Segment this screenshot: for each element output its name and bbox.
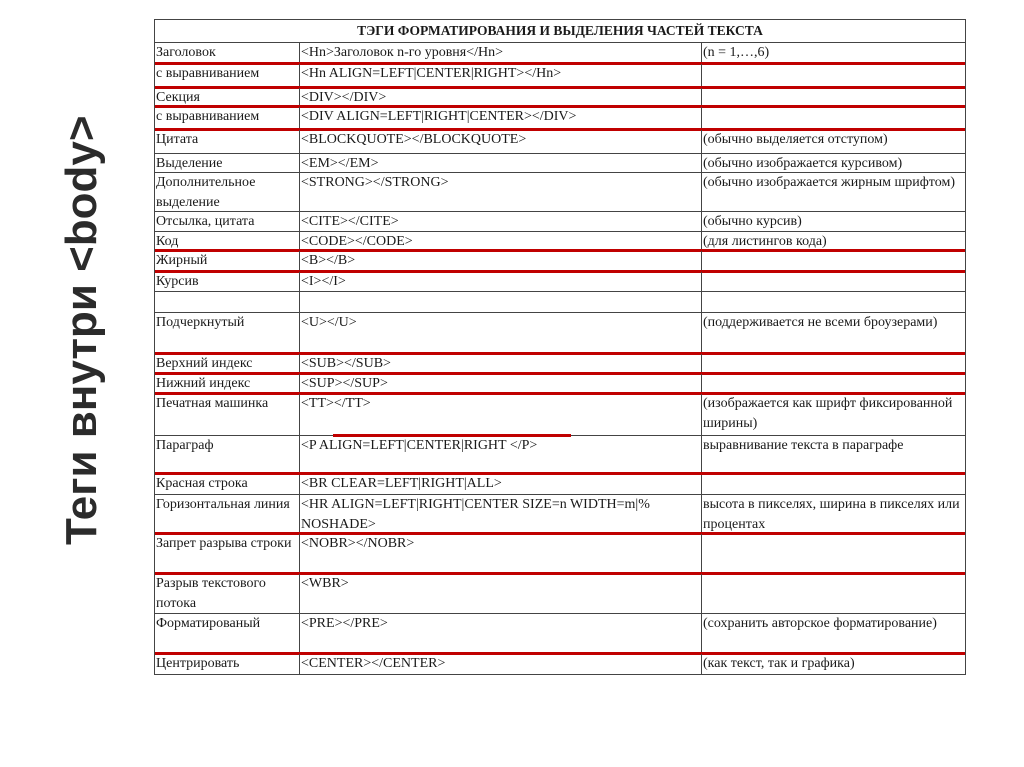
row-tag: <CITE></CITE>	[300, 212, 702, 231]
table-row	[154, 272, 966, 292]
table-row	[154, 212, 966, 232]
row-tag: <CENTER></CENTER>	[300, 654, 702, 674]
row-note	[702, 107, 965, 129]
table-row	[154, 574, 966, 614]
row-tag	[300, 292, 702, 312]
row-tag: <DIV ALIGN=LEFT|RIGHT|CENTER></DIV>	[300, 107, 702, 129]
table-row	[154, 354, 966, 374]
row-tag: <P ALIGN=LEFT|CENTER|RIGHT </P>	[300, 436, 702, 473]
row-note	[702, 292, 965, 312]
row-name: Нижний индекс	[155, 374, 300, 393]
row-name: Форматированый	[155, 614, 300, 653]
table-row	[154, 654, 966, 675]
row-note: (n = 1,…,6)	[703, 45, 770, 60]
row-note: высота в пикселях, ширина в пикселях или процентах	[703, 497, 960, 532]
table-body	[154, 43, 966, 675]
row-note	[702, 534, 965, 573]
row-note	[702, 88, 965, 106]
row-note: (обычно изображается курсивом)	[703, 156, 903, 171]
row-note	[702, 354, 965, 373]
row-note	[702, 374, 965, 393]
row-name: Красная строка	[155, 474, 300, 494]
row-name	[155, 292, 300, 312]
row-tag: <CODE></CODE>	[300, 232, 702, 250]
row-tag: <SUB></SUB>	[300, 354, 702, 373]
row-name: Параграф	[155, 436, 300, 473]
table-row	[154, 474, 966, 495]
table-title: ТЭГИ ФОРМАТИРОВАНИЯ И ВЫДЕЛЕНИЯ ЧАСТЕЙ ТЕКСТА	[357, 23, 763, 38]
row-tag: <Hn ALIGN=LEFT|CENTER|RIGHT></Hn>	[300, 64, 702, 87]
row-note	[702, 272, 965, 291]
row-note: (обычно изображается жирным шрифтом)	[703, 175, 955, 190]
side-title: Теги внутри <body>	[57, 115, 106, 545]
row-name: Жирный	[155, 251, 300, 271]
row-tag: <Hn>Заголовок n-го уровня</Hn>	[300, 43, 702, 63]
row-tag: <B></B>	[300, 251, 702, 271]
row-name: Заголовок	[155, 43, 300, 63]
row-tag: <BR CLEAR=LEFT|RIGHT|ALL>	[300, 474, 702, 494]
row-note: (поддерживается не всеми броузерами)	[703, 315, 938, 330]
row-note: (обычно курсив)	[703, 214, 802, 229]
row-tag: <HR ALIGN=LEFT|RIGHT|CENTER SIZE=n WIDTH=m|% NOSHADE>	[300, 495, 702, 533]
table-row	[154, 614, 966, 654]
row-name: Разрыв текстового потока	[155, 574, 300, 613]
row-tag: <I></I>	[300, 272, 702, 291]
row-note: выравнивание текста в параграфе	[703, 438, 904, 453]
row-tag: <U></U>	[300, 313, 702, 353]
red-underline-partial	[333, 434, 571, 437]
row-tag: <SUP></SUP>	[300, 374, 702, 393]
row-note	[702, 474, 965, 494]
row-note	[702, 251, 965, 271]
row-note	[702, 64, 965, 87]
table-row	[154, 232, 966, 251]
row-tag: <EM></EM>	[300, 154, 702, 172]
table-row	[154, 374, 966, 394]
table-row	[154, 313, 966, 354]
red-underline	[155, 472, 965, 475]
table-row	[154, 154, 966, 173]
row-name: Курсив	[155, 272, 300, 291]
row-tag: <STRONG></STRONG>	[300, 173, 702, 211]
row-name: Запрет разрыва строки	[155, 534, 300, 573]
row-tag: <DIV></DIV>	[300, 88, 702, 106]
table-row	[154, 43, 966, 64]
row-name: с выравниванием	[155, 107, 300, 129]
row-name: Код	[155, 232, 300, 250]
row-note: (изображается как шрифт фиксированной ширины)	[703, 396, 953, 431]
row-name: Отсылка, цитата	[155, 212, 300, 231]
row-name: Горизонтальная линия	[155, 495, 300, 533]
row-name: Цитата	[155, 130, 300, 153]
table-row	[154, 88, 966, 107]
table-header	[154, 19, 966, 43]
row-name: Дополнительное выделение	[155, 173, 300, 211]
row-name: Подчеркнутый	[155, 313, 300, 353]
row-name: Печатная машинка	[155, 394, 300, 435]
row-note: (сохранить авторское форматирование)	[703, 616, 937, 631]
row-note: (обычно выделяется отступом)	[703, 132, 888, 147]
row-tag: <NOBR></NOBR>	[300, 534, 702, 573]
table-row	[154, 251, 966, 272]
row-name: Верхний индекс	[155, 354, 300, 373]
row-name: с выравниванием	[155, 64, 300, 87]
row-tag: <WBR>	[300, 574, 702, 613]
table-row	[154, 107, 966, 130]
row-note	[702, 574, 965, 613]
table-row	[154, 495, 966, 534]
row-name: Секция	[155, 88, 300, 106]
row-tag: <TT></TT>	[300, 394, 702, 435]
row-name: Центрировать	[155, 654, 300, 674]
row-tag: <PRE></PRE>	[300, 614, 702, 653]
table-row	[154, 394, 966, 436]
row-note: (как текст, так и графика)	[703, 656, 855, 671]
row-name: Выделение	[155, 154, 300, 172]
table-row	[154, 64, 966, 88]
table-row	[154, 292, 966, 313]
table-row	[154, 436, 966, 474]
row-tag: <BLOCKQUOTE></BLOCKQUOTE>	[300, 130, 702, 153]
table-row	[154, 173, 966, 212]
row-note: (для листингов кода)	[703, 234, 827, 249]
table-row	[154, 534, 966, 574]
tags-table	[154, 19, 966, 675]
table-row	[154, 130, 966, 154]
